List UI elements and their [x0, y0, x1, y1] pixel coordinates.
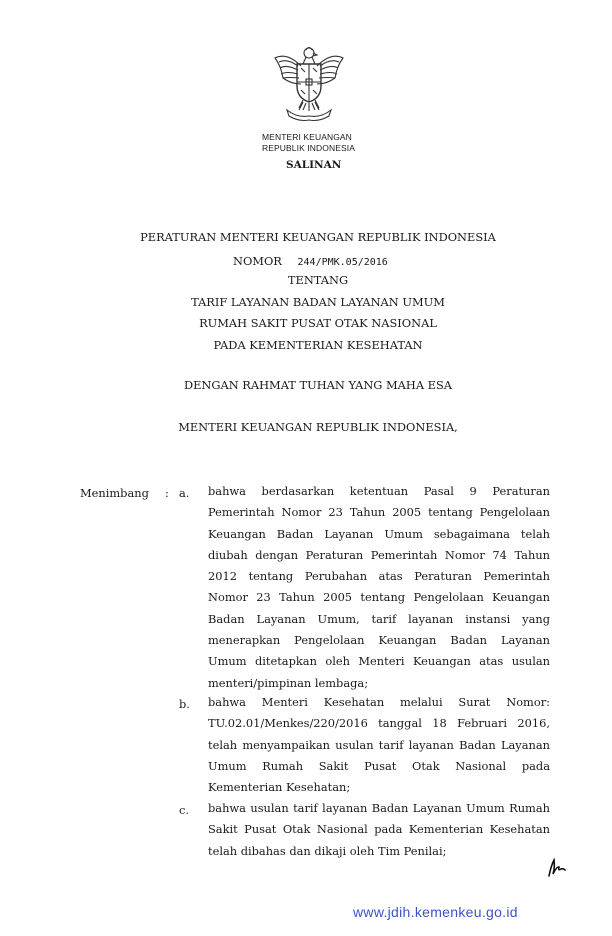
- subject-line-3: PADA KEMENTERIAN KESEHATAN: [213, 338, 423, 352]
- item-b-text: bahwa Menteri Kesehatan melalui Surat Nomor: TU.02.01/Menkes/220/2016 tanggal 18 Februari 2016, telah menyampaikan usulan tarif layanan Badan Layanan Umum Rumah Sakit Pusat Otak Nasional pada Kementerian Kesehatan;: [208, 695, 550, 795]
- subject-line-2: RUMAH SAKIT PUSAT OTAK NASIONAL: [199, 316, 437, 330]
- salinan-stamp: SALINAN: [286, 159, 342, 171]
- blessing-line: DENGAN RAHMAT TUHAN YANG MAHA ESA: [183, 378, 453, 392]
- nomor-label: NOMOR: [233, 254, 282, 268]
- menimbang-label: Menimbang: [80, 486, 149, 500]
- regulation-title: PERATURAN MENTERI KEUANGAN REPUBLIK INDONESIA: [140, 230, 496, 244]
- ministry-header: [262, 132, 355, 153]
- subject-line-1: TARIF LAYANAN BADAN LAYANAN UMUM: [191, 295, 445, 309]
- menimbang-colon: :: [165, 486, 169, 500]
- footer-url[interactable]: www.jdih.kemenkeu.go.id: [353, 904, 518, 920]
- item-b-mark: b.: [179, 697, 190, 711]
- ministry-line-1: MENTERI KEUANGAN: [262, 132, 352, 142]
- item-a-text: bahwa berdasarkan ketentuan Pasal 9 Peraturan Pemerintah Nomor 23 Tahun 2005 tentang Pengelolaan Keuangan Badan Layanan Umum sebagaimana telah diubah dengan Peraturan Pemerintah Nomor 74 Tahun 2012 tentang Perubahan atas Peraturan Pemerintah Nomor 23 Tahun 2005 tentang Pengelolaan Keuangan Badan Layanan Umum, tarif layanan instansi yang menerapkan Pengelolaan Keuangan Badan Layanan Umum ditetapkan oleh Menteri Keuangan atas usulan menteri/pimpinan lembaga;: [208, 484, 550, 690]
- ministry-line-2: REPUBLIK INDONESIA: [262, 142, 355, 153]
- paraf-signature-icon: [545, 858, 567, 878]
- tentang-heading: TENTANG: [287, 273, 349, 287]
- item-c-mark: c.: [179, 803, 190, 817]
- item-a-mark: a.: [179, 486, 190, 500]
- nomor-value: 244/PMK.05/2016: [297, 257, 388, 268]
- garuda-emblem-icon: [273, 44, 345, 124]
- regulation-number: [233, 254, 388, 268]
- minister-line: MENTERI KEUANGAN REPUBLIK INDONESIA,: [178, 420, 458, 434]
- item-c-text: bahwa usulan tarif layanan Badan Layanan Umum Rumah Sakit Pusat Otak Nasional pada Kementerian Kesehatan telah dibahas dan dikaji oleh Tim Penilai;: [208, 801, 550, 858]
